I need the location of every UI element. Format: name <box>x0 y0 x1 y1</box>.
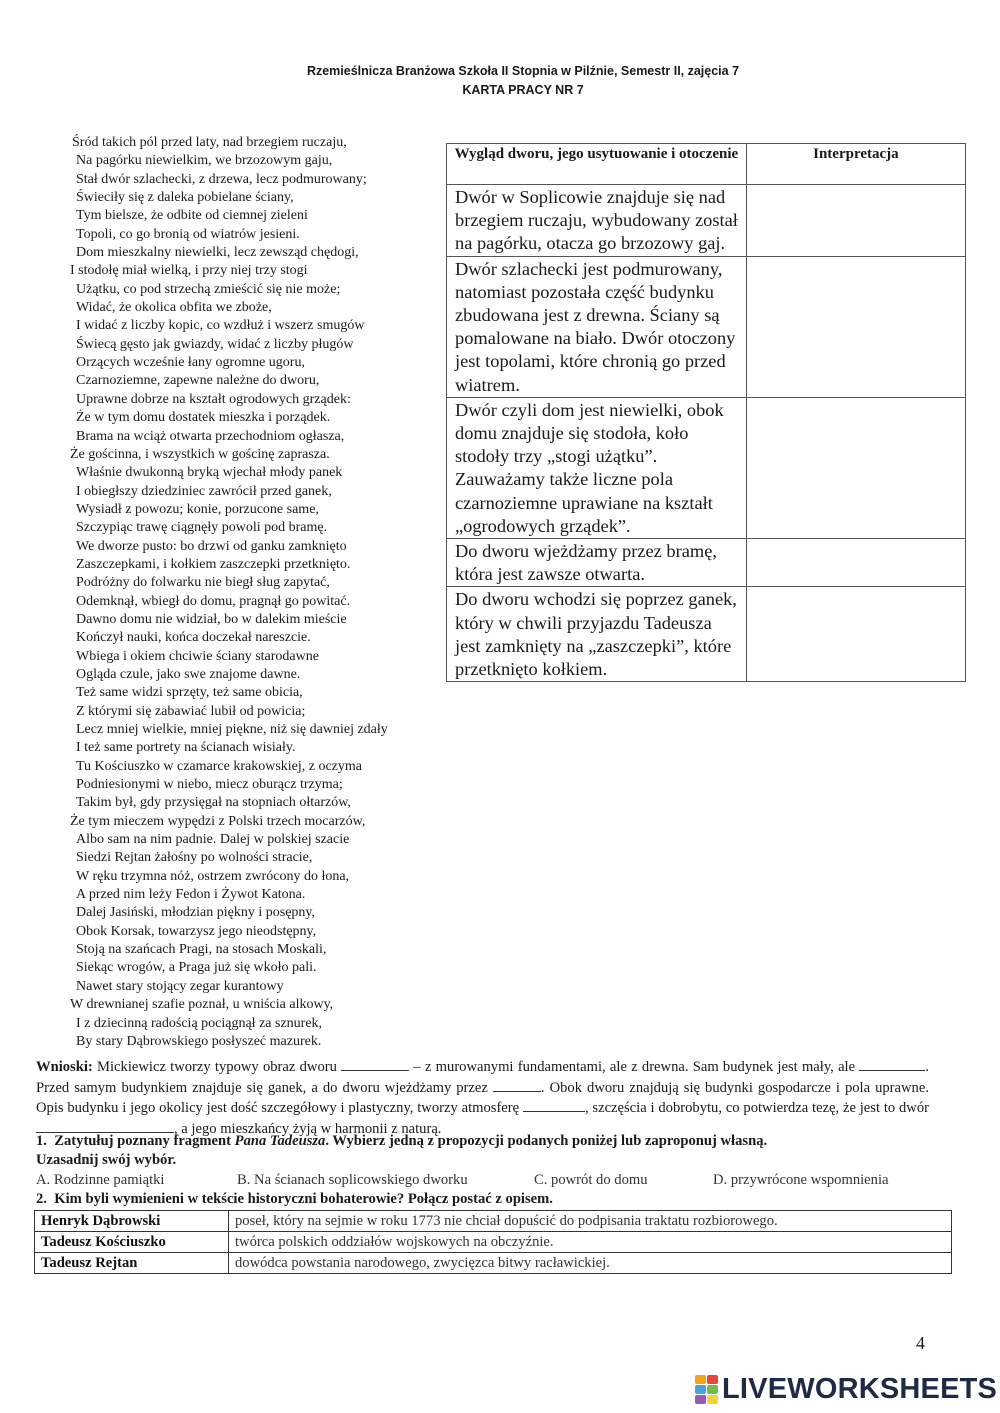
description-cell: Do dworu wchodzi się poprzez ganek, który w chwili przyjazdu Tadeusza jest zamknięty na „zaszczepki”, które przetknięto kołkiem. <box>447 587 747 682</box>
table-row <box>447 587 966 682</box>
interpretation-input-cell[interactable] <box>746 539 965 587</box>
poem-line: I stodołę miał wielką, i przy niej trzy stogi <box>70 263 308 279</box>
poem-line: I widać z liczby kopic, co wzdłuż i wszerz smugów <box>76 318 365 334</box>
poem-line: Wbiega i okiem chciwie ściany starodawne <box>76 648 319 664</box>
table-row <box>447 256 966 397</box>
poem-excerpt <box>70 134 430 1051</box>
conclusions-text: , a jego mieszkańcy żyją w harmonii z naturą. <box>174 1120 442 1137</box>
poem-line: Z którymi się zabawiać lubił od powicia; <box>76 703 306 719</box>
poem-line: Szczypiąc trawę ciągnęły powoli pod bramę. <box>76 520 328 536</box>
interpretation-input-cell[interactable] <box>746 397 965 538</box>
matching-table <box>34 1210 952 1274</box>
analysis-table <box>446 143 966 682</box>
description-cell: Dwór w Soplicowie znajduje się nad brzegiem ruczaju, wybudowany został na pagórku, otacza go brzozowy gaj. <box>447 185 747 257</box>
option-b[interactable]: B. Na ścianach soplicowskiego dworku <box>237 1172 468 1188</box>
option-a[interactable]: A. Rodzinne pamiątki <box>36 1172 165 1188</box>
school-info: Rzemieślnicza Branżowa Szkoła II Stopnia w Pilźnie, Semestr II, zajęcia 7 <box>306 64 740 78</box>
fill-in-blank[interactable] <box>859 1056 925 1071</box>
task-text: Kim byli wymienieni w tekście historyczni bohaterowie? Połącz postać z opisem. <box>54 1191 553 1207</box>
task-1-instruction <box>36 1132 767 1169</box>
poem-line: Wysiadł z powozu; konie, porzucone same, <box>76 501 319 517</box>
interpretation-input-cell[interactable] <box>746 256 965 397</box>
brand-name: LIVEWORKSHEETS <box>722 1373 998 1405</box>
poem-line: Dom mieszkalny niewielki, lecz zewsząd chędogi, <box>76 245 359 261</box>
task-text: Uzasadnij swój wybór. <box>36 1151 177 1168</box>
conclusions-paragraph <box>36 1056 929 1138</box>
description-cell: Dwór szlachecki jest podmurowany, natomiast pozostała część budynku zbudowana jest z drewna. Ściany są pomalowane na biało. Dwór otoczony jest topolami, które chronią go przed wiatrem. <box>447 256 747 397</box>
hero-description[interactable]: twórca polskich oddziałów wojskowych na obczyźnie. <box>229 1232 952 1253</box>
poem-line: By stary Dąbrowskiego posłyszeć mazurek. <box>76 1033 322 1049</box>
poem-line: Siekąc wrogów, a Praga już się wkoło pali. <box>76 960 317 976</box>
hero-name[interactable]: Tadeusz Kościuszko <box>35 1232 229 1253</box>
poem-line: Użątku, co pod strzechą zmieścić się nie może; <box>76 281 341 297</box>
poem-line: Siedzi Rejtan żałośny po wolności stracie, <box>76 850 313 866</box>
poem-line: W ręku trzymna nóż, ostrzem zwrócony do łona, <box>76 868 350 884</box>
interpretation-input-cell[interactable] <box>746 587 965 682</box>
poem-line: Też same widzi sprzęty, też same obicia, <box>76 685 303 701</box>
logo-tile <box>695 1375 706 1384</box>
description-cell: Do dworu wjeżdżamy przez bramę, która jest zawsze otwarta. <box>447 539 747 587</box>
logo-tile <box>707 1385 718 1394</box>
hero-name[interactable]: Tadeusz Rejtan <box>35 1253 229 1274</box>
liveworksheets-logo-icon <box>695 1375 719 1405</box>
table-row <box>447 539 966 587</box>
poem-line: Dawno domu nie widział, bo w dalekim mieście <box>76 611 347 627</box>
fill-in-blank[interactable] <box>523 1097 585 1112</box>
poem-line: Świeciły się z daleka pobielane ściany, <box>76 190 294 206</box>
poem-line: Lecz mniej wielkie, mniej piękne, niż się dawniej zdały <box>76 722 388 737</box>
fill-in-blank[interactable] <box>36 1118 174 1133</box>
poem-line: Że tym mieczem wypędzi z Polski trzech mocarzów, <box>70 813 366 829</box>
conclusions-text: Mickiewicz tworzy typowy obraz dworu <box>97 1059 337 1075</box>
table-row <box>447 185 966 257</box>
conclusions-text: . Obok dworu znajdują się budynki gospodarcze i pola uprawne. Opis budynku i jego okolicy jest dość szczegółowy i plastyczny, tworzy atmosferę <box>36 1079 929 1117</box>
logo-tile <box>707 1375 718 1384</box>
poem-line: Śród takich pól przed laty, nad brzegiem ruczaju, <box>72 135 347 150</box>
fill-in-blank[interactable] <box>493 1077 541 1092</box>
poem-line: Stał dwór szlachecki, z drzewa, lecz podmurowany; <box>76 171 367 187</box>
poem-line: We dworze pusto: bo drzwi od ganku zamknięto <box>76 538 347 554</box>
book-title: Pana Tadeusza <box>234 1133 326 1149</box>
task-2-instruction <box>36 1190 553 1209</box>
conclusions-text: – z murowanymi fundamentami, ale z drewna. Sam budynek jest mały, ale <box>413 1059 856 1075</box>
poem-line: Dalej Jasiński, młodzian piękny i posępny, <box>76 905 315 921</box>
poem-line: Ogląda czule, jako swe znajome dawne. <box>76 666 301 682</box>
poem-line: Że gościnna, i wszystkich w gościnę zaprasza. <box>70 446 330 462</box>
poem-line: Uprawne dobrze na kształt ogrodowych grządek: <box>76 391 351 407</box>
poem-line: Widać, że okolica obfita we zboże, <box>76 300 272 316</box>
poem-line: W drewnianej szafie poznał, u wniścia alkowy, <box>70 997 334 1013</box>
poem-line: I też same portrety na ścianach wisiały. <box>76 740 296 756</box>
task-text: Zatytułuj poznany fragment <box>54 1133 231 1149</box>
poem-line: Nawet stary stojący zegar kurantowy <box>76 978 284 994</box>
poem-line: Stoją na szańcach Pragi, na stosach Moskali, <box>76 942 327 958</box>
description-cell: Dwór czyli dom jest niewielki, obok domu znajduje się stodoła, koło stodoły trzy „stogi użątku”. Zauważamy także liczne pola czarnoziemne uprawiane na kształt „ogrodowych grządek”. <box>447 397 747 538</box>
poem-line: Topoli, co go bronią od wiatrów jesieni. <box>76 226 300 242</box>
task-number: 1. <box>36 1133 47 1149</box>
conclusions-text: . Przed samym budynkiem znajduje się ganek, a do dworu wjeżdżamy przez <box>36 1059 929 1096</box>
task-text: . Wybierz jedną z propozycji podanych poniżej lub zaproponuj własną. <box>325 1133 768 1149</box>
poem-line: Świecą gęsto jak gwiazdy, widać z liczby pługów <box>76 336 354 352</box>
table-row <box>35 1253 952 1274</box>
page-number: 4 <box>916 1333 925 1353</box>
poem-line: Że w tym domu dostatek mieszka i porządek. <box>76 410 331 426</box>
poem-line: Obok Korsak, towarzysz jego nieodstępny, <box>76 923 317 939</box>
poem-line: Takim był, gdy przysięgał na stopniach ołtarzów, <box>76 795 351 811</box>
poem-line: Odemknął, wbiegł do domu, pragnął go powitać. <box>76 593 351 609</box>
logo-tile <box>707 1395 718 1404</box>
poem-line: Albo sam na nim padnie. Dalej w polskiej szacie <box>76 832 350 848</box>
conclusions-text: , szczęścia i dobrobytu, co potwierdza tezę, że jest to dwór <box>584 1100 929 1117</box>
poem-line: Podniesionymi w niebo, miecz oburącz trzyma; <box>76 777 343 793</box>
worksheet-header <box>0 62 1000 100</box>
table-row <box>35 1211 952 1232</box>
worksheet-title: KARTA PRACY NR 7 <box>462 83 584 97</box>
task-number: 2. <box>36 1191 47 1207</box>
poem-line: I obiegłszy dziedziniec zawrócił przed ganek, <box>76 483 332 499</box>
interpretation-input-cell[interactable] <box>746 185 965 257</box>
poem-line: Podróżny do folwarku nie biegł sług zapytać, <box>76 575 330 591</box>
table-row <box>447 397 966 538</box>
poem-line: Czarnoziemne, zapewne należne do dworu, <box>76 373 320 389</box>
option-c[interactable]: C. powrót do domu <box>534 1172 648 1188</box>
poem-line: Na pagórku niewielkim, we brzozowym gaju, <box>76 153 333 169</box>
poem-line: Kończył nauki, końca doczekał nareszcie. <box>76 630 311 646</box>
column-header-interpretation: Interpretacja <box>746 144 965 185</box>
hero-description[interactable]: poseł, który na sejmie w roku 1773 nie chciał dopuścić do podpisania traktatu rozbiorowego. <box>229 1211 952 1232</box>
poem-line: Orzących wcześnie łany ogromne ugoru, <box>76 355 305 371</box>
hero-description[interactable]: dowódca powstania narodowego, zwycięzca bitwy racławickiej. <box>229 1253 952 1274</box>
conclusions-label: Wnioski: <box>36 1059 93 1075</box>
fill-in-blank[interactable] <box>341 1056 409 1071</box>
table-row <box>35 1232 952 1253</box>
option-d[interactable]: D. przywrócone wspomnienia <box>713 1172 889 1188</box>
liveworksheets-brand <box>695 1373 997 1406</box>
logo-tile <box>695 1385 706 1394</box>
poem-line: Zaszczepkami, i kołkiem zaszczepki przetknięto. <box>76 556 351 572</box>
hero-name[interactable]: Henryk Dąbrowski <box>35 1211 229 1232</box>
poem-line: A przed nim leży Fedon i Żywot Katona. <box>76 887 306 903</box>
logo-tile <box>695 1395 706 1404</box>
column-header-description: Wygląd dworu, jego usytuowanie i otoczenie <box>447 144 747 185</box>
poem-line: Właśnie dwukonną bryką wjechał młody panek <box>76 465 343 481</box>
poem-line: Tym bielsze, że odbite od ciemnej zieleni <box>76 208 308 224</box>
poem-line: I z dziecinną radością pociągnął za sznurek, <box>76 1015 323 1031</box>
poem-line: Brama na wciąż otwarta przechodniom ogłasza, <box>76 428 345 444</box>
poem-line: Tu Kościuszko w czamarce krakowskiej, z oczyma <box>76 758 363 774</box>
